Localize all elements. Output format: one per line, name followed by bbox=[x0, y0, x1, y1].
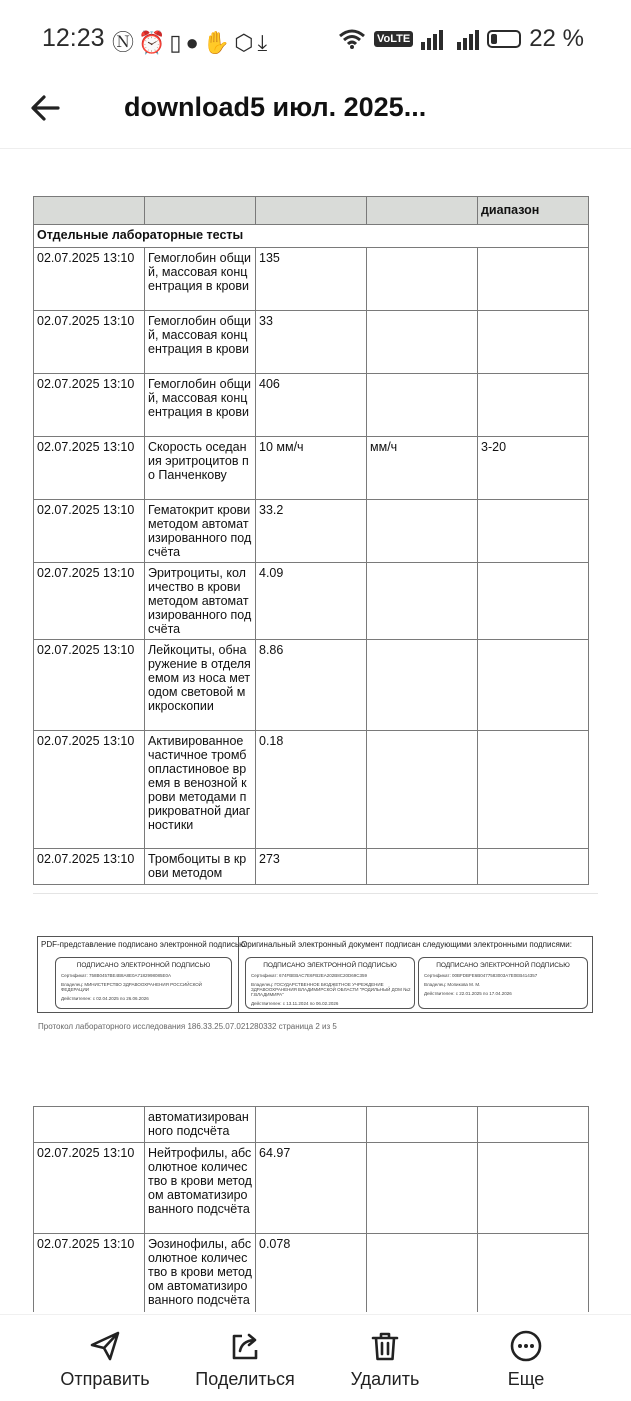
hand-icon: ✋ bbox=[202, 30, 235, 55]
more-icon bbox=[509, 1329, 543, 1363]
table-row: 02.07.2025 13:10 Эритроциты, количество в крови методом автоматизированного подсчёта 4.09 bbox=[34, 563, 589, 640]
delete-button[interactable] bbox=[315, 1315, 455, 1390]
battery-fill bbox=[491, 34, 497, 44]
signature-left bbox=[38, 937, 248, 1012]
battery-percent: 22 % bbox=[529, 25, 584, 52]
more-label: Еще bbox=[507, 1369, 545, 1389]
header-divider bbox=[0, 148, 631, 149]
signature-stamp: ПОДПИСАНО ЭЛЕКТРОННОЙ ПОДПИСЬЮ Сертификат: 00BFDBFE6B0477583003A7E0EB414357 Владелец: Мопикова М. М. Действителен: с 22.01.2025 по 17.04.2026 bbox=[418, 957, 588, 1009]
table-row: 02.07.2025 13:10 Активированное частичное тромбопластиновое время в венозной крови методами прикроватной диагностики 0.18 bbox=[34, 731, 589, 849]
system-icons bbox=[338, 26, 584, 52]
nfc-icon: Ⓝ bbox=[112, 30, 139, 55]
status-bar bbox=[0, 0, 631, 78]
chat-icon: ● bbox=[185, 30, 203, 55]
signal-2-icon bbox=[457, 28, 479, 50]
page-divider bbox=[33, 893, 598, 894]
trash-icon bbox=[368, 1329, 402, 1363]
document-viewer[interactable] bbox=[0, 150, 631, 1312]
wifi-icon bbox=[338, 28, 366, 50]
signature-block bbox=[37, 936, 593, 1013]
app-bar bbox=[0, 78, 631, 148]
table-row: 02.07.2025 13:10 Гемоглобин общий, массовая концентрация в крови 406 bbox=[34, 374, 589, 437]
table-header-row bbox=[34, 197, 589, 225]
notification-icons bbox=[112, 26, 271, 57]
battery-icon bbox=[487, 30, 521, 48]
signature-left-header: PDF-представление подписано электронной подписью: bbox=[41, 940, 248, 949]
delete-label: Удалить bbox=[350, 1369, 420, 1389]
section-title: Отдельные лабораторные тесты bbox=[34, 225, 589, 248]
page-title: download5 июл. 2025... bbox=[124, 92, 427, 122]
table-row: 02.07.2025 13:10 Тромбоциты в крови методом 273 bbox=[34, 849, 589, 885]
table-row: 02.07.2025 13:10 Эозинофилы, абсолютное количество в крови методом автоматизированного подсчёта 0.078 bbox=[34, 1234, 589, 1313]
share-label: Поделиться bbox=[195, 1369, 295, 1389]
table-row: 02.07.2025 13:10 Нейтрофилы, абсолютное количество в крови методом автоматизированного подсчёта 64.97 bbox=[34, 1143, 589, 1234]
table-row: 02.07.2025 13:10 Лейкоциты, обнаружение в отделяемом из носа методом световой микроскопии 8.86 bbox=[34, 640, 589, 731]
section-row bbox=[34, 225, 589, 248]
protocol-footer: Протокол лабораторного исследования 186.33.25.07.021280332 страница 2 из 5 bbox=[38, 1022, 337, 1031]
back-button[interactable] bbox=[24, 86, 68, 130]
hex-icon: ⬡ bbox=[234, 30, 258, 55]
signature-stamp: ПОДПИСАНО ЭЛЕКТРОННОЙ ПОДПИСЬЮ Сертификат: 758B0457BE4B8A8E0A7182998085E0A Владелец: МИНИСТЕРСТВО ЗДРАВООХРАНЕНИЯ РОССИЙСКОЙ ФЕДЕРАЦИИ Действителен: с 02.04.2025 по 26.06.2026 bbox=[55, 957, 232, 1009]
table-row: автоматизированного подсчёта bbox=[34, 1107, 589, 1143]
table-row: 02.07.2025 13:10 Скорость оседания эритроцитов по Панченкову 10 мм/ч мм/ч 3-20 bbox=[34, 437, 589, 500]
signature-right-header: Оригинальный электронный документ подписан следующими электронными подписями: bbox=[241, 940, 572, 949]
download-icon: ⤓ bbox=[257, 30, 272, 55]
share-button[interactable] bbox=[175, 1315, 315, 1390]
send-icon bbox=[88, 1329, 122, 1363]
alarm-icon: ⏰ bbox=[138, 30, 170, 55]
table-row: 02.07.2025 13:10 Гематокрит крови методом автоматизированного подсчёта 33.2 bbox=[34, 500, 589, 563]
table-row: 02.07.2025 13:10 Гемоглобин общий, массовая концентрация в крови 33 bbox=[34, 311, 589, 374]
vibrate-icon: ▯ bbox=[169, 30, 186, 55]
status-time: 12:23 bbox=[42, 24, 105, 52]
signature-stamp: ПОДПИСАНО ЭЛЕКТРОННОЙ ПОДПИСЬЮ Сертификат: 674FBEBAC7E6FB2EA202B8C20D69C359 Владелец: ГОСУДАРСТВЕННОЕ БЮДЖЕТНОЕ УЧРЕЖДЕНИЕ ЗДРАВООХРАНЕНИЯ ВЛАДИМИРСКОЙ ОБЛАСТИ "РОДИЛЬНЫЙ ДОМ №2 Г.ВЛАДИМИРА" Действителен: с 13.11.2024 по 06.02.2026 bbox=[245, 957, 415, 1009]
lab-table-page2 bbox=[33, 1106, 589, 1312]
send-button[interactable] bbox=[35, 1315, 175, 1390]
lab-table-page1 bbox=[33, 196, 589, 885]
arrow-left-icon bbox=[24, 86, 68, 130]
volte-badge: VoLTE bbox=[374, 31, 413, 47]
share-icon bbox=[228, 1329, 262, 1363]
bottom-action-bar bbox=[0, 1314, 631, 1401]
header-range: диапазон bbox=[478, 197, 589, 225]
send-label: Отправить bbox=[60, 1369, 150, 1389]
table-row: 02.07.2025 13:10 Гемоглобин общий, массовая концентрация в крови 135 bbox=[34, 248, 589, 311]
more-button[interactable] bbox=[456, 1315, 596, 1390]
signal-1-icon bbox=[421, 28, 443, 50]
